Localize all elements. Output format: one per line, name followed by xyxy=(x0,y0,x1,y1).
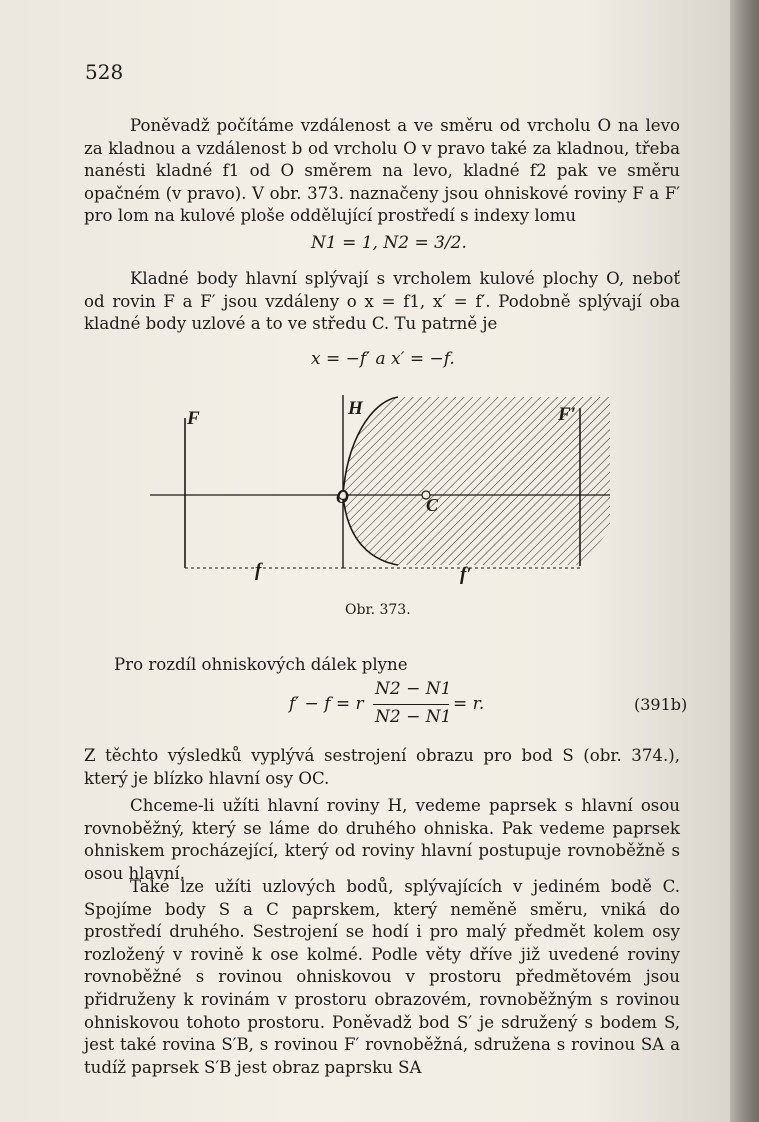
label-f-prime-plane: F′ xyxy=(558,404,577,425)
label-f-prime-dim: f′ xyxy=(460,564,472,585)
paragraph-4: Z těchto výsledků vyplývá sestrojení obrazu pro bod S (obr. 374.), který je blízko hlavní osy OC. xyxy=(84,746,680,788)
label-c: C xyxy=(426,495,439,515)
paragraph-2: Kladné body hlavní splývají s vrcholem kulové plochy O, neboť od rovin F a F′ jsou vzdáleny o x = f1, x′ = f′. Podobně splývají oba kladné body uzlové a to ve středu C. Tu patrně je xyxy=(84,269,680,334)
equation-x-f: x = −f′ a x′ = −f. xyxy=(311,349,455,369)
fraction-lhs: f′ − f = r xyxy=(289,694,364,714)
figure-373 xyxy=(140,390,620,595)
figure-caption: Obr. 373. xyxy=(345,602,411,618)
page-number: 528 xyxy=(85,60,124,84)
fraction-denominator: N2 − N1 xyxy=(375,707,452,727)
label-f-dim: f xyxy=(255,560,262,581)
equation-number: (391b) xyxy=(634,695,688,714)
paragraph-6: Také lze užíti uzlových bodů, splývajících v jediném bodě C. Spojíme body S a C paprskem, který neměně směru, vniká do prostředí druhého. Sestrojení se hodí i pro malý předmět kolem osy rozložený v rovině k ose kolmé. Podle věty dříve již uvedené roviny rovnoběžné s rovinou ohniskovou v prostoru předmětovém jsou přidruženy k rovinám v prostoru obrazovém, rovnoběžným s rovinou ohniskovou tohoto prostoru. Poněvadž bod S′ je sdružený s bodem S, jest také rovina S′B, s rovinou F′ rovnoběžná, sdružena s rovinou SA a tudíž paprsek S′B jest obraz paprsku SA xyxy=(84,877,680,1077)
fraction-numerator: N2 − N1 xyxy=(375,679,452,699)
paragraph-5: Chceme-li užíti hlavní roviny H, vedeme paprsek s hlavní osou rovnoběžný, který se láme do druhého ohniska. Pak vedeme paprsek ohniskem procházející, který od roviny hlavní postupuje rovnoběžně s osou hlavní. xyxy=(84,796,680,883)
equation-indices: N1 = 1, N2 = 3/2. xyxy=(311,233,467,253)
label-o: O xyxy=(336,487,349,507)
page-edge-shadow xyxy=(730,0,759,1122)
label-h: H xyxy=(348,398,363,419)
label-f-plane: F xyxy=(187,408,200,429)
fraction-bar xyxy=(373,704,449,705)
paragraph-3: Pro rozdíl ohniskových dálek plyne xyxy=(114,655,408,674)
paragraph-1: Poněvadž počítáme vzdálenost a ve směru od vrcholu O na levo za kladnou a vzdálenost b od vrcholu O v pravo také za kladnou, třeba nanésti kladné f1 od O směrem na levo, kladné f2 pak ve směru opačném (v pravo). V obr. 373. naznačeny jsou ohniskové roviny F a F′ pro lom na kulové ploše oddělující prostředí s indexy lomu xyxy=(84,116,680,226)
fraction-rhs: = r. xyxy=(453,694,485,714)
